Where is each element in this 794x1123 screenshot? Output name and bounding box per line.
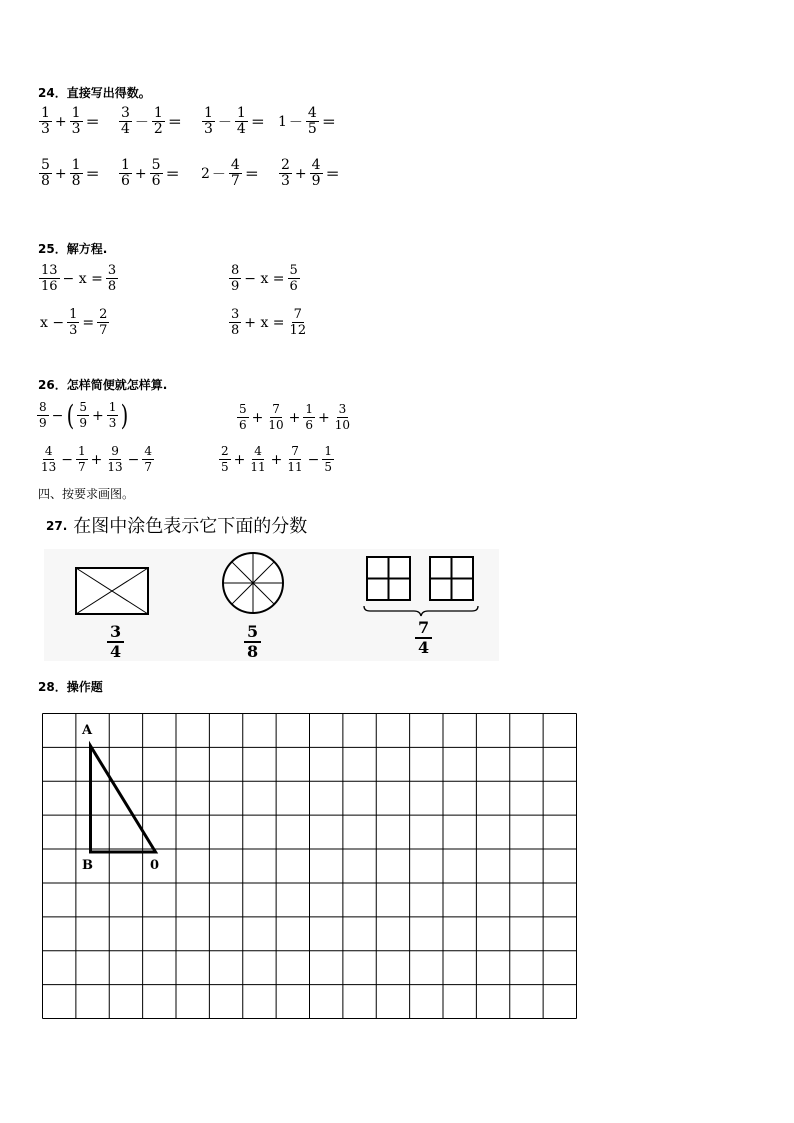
fraction: $\frac{5}{6}$ xyxy=(151,157,161,189)
q24-expression xyxy=(278,158,342,189)
operator: − xyxy=(127,451,140,468)
q28-grid[interactable] xyxy=(40,712,580,1022)
equals-sign: ＝ xyxy=(85,114,100,131)
fraction: $\frac{5}{9}$ xyxy=(79,400,87,430)
point-a-label: A xyxy=(82,723,93,738)
operator: + xyxy=(90,451,103,468)
fraction: $\frac{1}{6}$ xyxy=(305,402,314,432)
rectangle-figure[interactable] xyxy=(76,568,148,614)
q26-title: 26．怎样简便就怎样算. xyxy=(38,378,168,392)
fraction: $\frac{7}{11}$ xyxy=(287,444,303,474)
operator: + xyxy=(134,165,147,182)
operator: + xyxy=(318,409,330,426)
q25-equation-2 xyxy=(228,263,301,294)
operator: + xyxy=(251,409,264,426)
fraction: $\frac{1}{3}$ xyxy=(69,307,78,338)
left-paren: ( xyxy=(67,398,75,432)
q24-expression xyxy=(118,106,184,137)
q25-equation-1 xyxy=(38,263,119,294)
q27-number: 27. xyxy=(46,519,68,533)
operator: + xyxy=(91,407,104,424)
fraction: $\frac{4}{5}$ xyxy=(307,105,317,137)
fraction: $\frac{3}{8}$ xyxy=(107,263,117,294)
operator: － xyxy=(217,114,232,131)
whole-number: 1 xyxy=(278,113,287,130)
fraction: $\frac{9}{13}$ xyxy=(107,444,123,474)
fraction: $\frac{13}{16}$ xyxy=(41,263,58,294)
square-figure-2[interactable] xyxy=(430,557,473,600)
q24-expression xyxy=(38,106,102,137)
equals-sign: ＝ xyxy=(85,166,100,183)
equals-sign: ＝ xyxy=(250,114,265,131)
operator: + xyxy=(233,451,246,468)
equation-middle: − x = xyxy=(62,270,103,287)
equation-middle: = xyxy=(82,314,95,331)
point-b-label: B xyxy=(82,858,93,873)
whole-number: 2 xyxy=(201,165,210,182)
fraction: $\frac{1}{7}$ xyxy=(78,444,86,474)
q26-expression-4 xyxy=(218,444,335,475)
q26-expression-2 xyxy=(236,402,353,433)
fraction: $\frac{1}{3}$ xyxy=(204,105,213,137)
fraction: $\frac{7}{12}$ xyxy=(289,307,307,338)
operator: + xyxy=(270,451,283,468)
fraction: $\frac{1}{3}$ xyxy=(71,105,81,137)
operator: + xyxy=(294,165,307,182)
fraction: $\frac{1}{3}$ xyxy=(41,105,50,137)
q27-figure-panel xyxy=(44,549,499,661)
fraction: $\frac{4}{7}$ xyxy=(230,157,240,189)
fraction: $\frac{1}{3}$ xyxy=(108,400,117,430)
operator: － xyxy=(288,114,303,131)
q26-expression-1 xyxy=(36,400,130,431)
fraction: $\frac{5}{6}$ xyxy=(239,402,247,432)
q24-title: 24．直接写出得数。 xyxy=(38,86,151,100)
right-paren: ) xyxy=(120,398,129,432)
equals-sign: ＝ xyxy=(244,166,259,183)
q27-fraction-rectangle: $\frac{3}{4}$ xyxy=(107,623,124,661)
square-figure-1[interactable] xyxy=(367,557,410,600)
fraction: $\frac{3}{10}$ xyxy=(334,402,351,432)
fraction: $\frac{1}{2}$ xyxy=(153,105,163,137)
operator: − xyxy=(61,451,74,468)
q25-title: 25．解方程. xyxy=(38,242,108,256)
fraction: $\frac{3}{8}$ xyxy=(231,307,240,338)
q25-equation-4 xyxy=(228,307,309,338)
fraction: $\frac{1}{4}$ xyxy=(236,105,246,137)
q24-expression xyxy=(201,158,261,189)
operator: + xyxy=(54,165,67,182)
fraction: $\frac{2}{3}$ xyxy=(281,157,290,189)
operator: − xyxy=(307,451,320,468)
fraction: $\frac{4}{13}$ xyxy=(41,444,57,474)
q24-expression xyxy=(278,106,338,137)
equation-middle: − x = xyxy=(244,270,285,287)
fraction: $\frac{4}{11}$ xyxy=(250,444,266,474)
q27-text: 在图中涂色表示它下面的分数 xyxy=(73,516,308,537)
fraction: $\frac{1}{5}$ xyxy=(324,444,333,474)
q24-expression xyxy=(201,106,267,137)
operator: + xyxy=(288,409,301,426)
point-o-label: 0 xyxy=(150,858,160,873)
fraction: $\frac{5}{6}$ xyxy=(289,263,298,294)
operator: － xyxy=(211,166,226,183)
variable-term: x − xyxy=(40,314,65,331)
circle-figure[interactable] xyxy=(223,553,283,613)
operator: − xyxy=(51,407,64,424)
triangle-abo xyxy=(91,746,156,852)
operator: + xyxy=(54,113,67,130)
equals-sign: ＝ xyxy=(325,166,340,183)
q27-fraction-circle: $\frac{5}{8}$ xyxy=(244,623,261,661)
fraction: $\frac{4}{7}$ xyxy=(144,444,153,474)
q28-title: 28．操作题 xyxy=(38,680,103,694)
q26-expression-3 xyxy=(38,444,155,475)
fraction: $\frac{1}{8}$ xyxy=(71,157,81,189)
fraction: $\frac{3}{4}$ xyxy=(121,105,130,137)
fraction: $\frac{5}{8}$ xyxy=(41,157,50,189)
q27-title xyxy=(46,512,307,538)
fraction: $\frac{2}{7}$ xyxy=(99,307,108,338)
operator: － xyxy=(134,114,149,131)
section-four-heading: 四、按要求画图。 xyxy=(38,487,135,501)
fraction: $\frac{1}{6}$ xyxy=(121,157,130,189)
equals-sign: ＝ xyxy=(167,114,182,131)
fraction: $\frac{7}{10}$ xyxy=(268,402,284,432)
q27-fraction-squares: $\frac{7}{4}$ xyxy=(415,619,432,657)
fraction: $\frac{4}{9}$ xyxy=(311,157,321,189)
q24-expression xyxy=(118,158,182,189)
fraction: $\frac{8}{9}$ xyxy=(231,263,240,294)
q25-equation-3 xyxy=(38,307,110,338)
equals-sign: ＝ xyxy=(165,166,180,183)
equation-middle: + x = xyxy=(244,314,285,331)
q24-expression xyxy=(38,158,102,189)
equals-sign: ＝ xyxy=(321,114,336,131)
brace xyxy=(364,606,478,616)
fraction: $\frac{2}{5}$ xyxy=(221,444,229,474)
fraction: $\frac{8}{9}$ xyxy=(39,400,47,430)
